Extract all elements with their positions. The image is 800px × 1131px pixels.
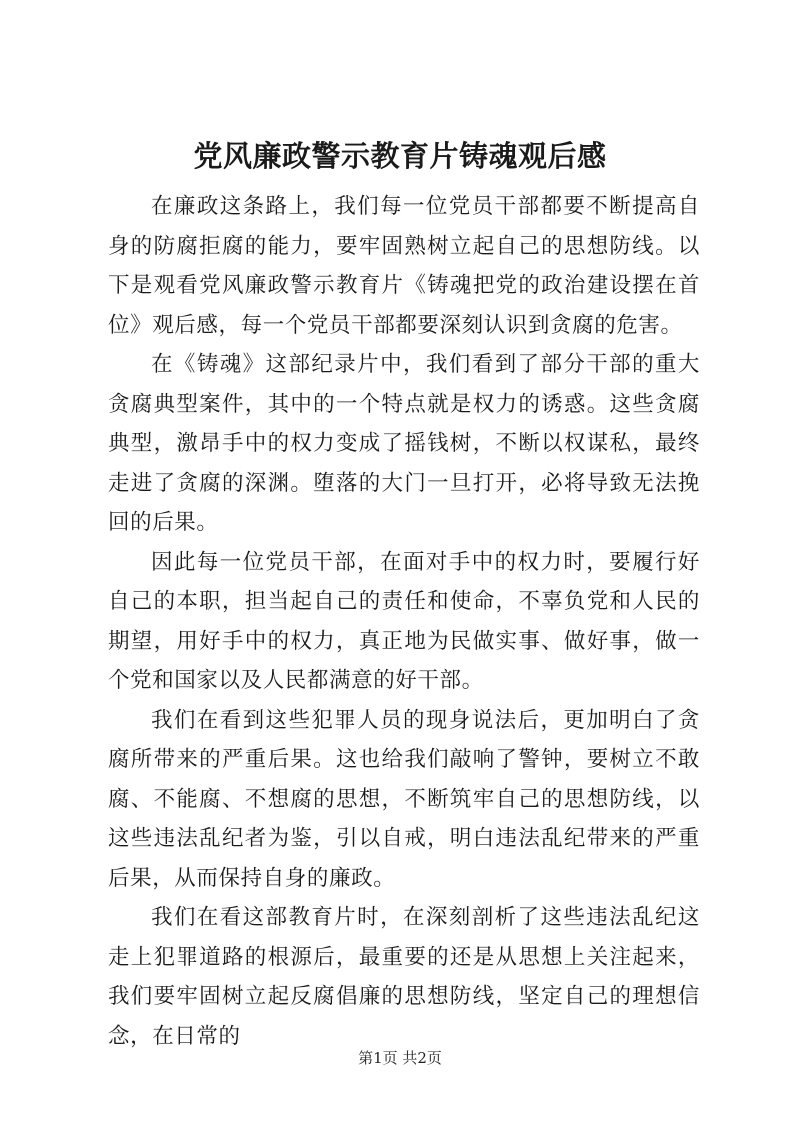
- paragraph-3: 因此每一位党员干部，在面对手中的权力时，要履行好自己的本职，担当起自己的责任和使命，不辜负党和人民的期望，用好手中的权力，真正地为民做实事、做好事，做一个党和国家以及人民都满意的好干部。: [108, 549, 700, 693]
- paragraph-2: 在《铸魂》这部纪录片中，我们看到了部分干部的重大贪腐典型案件，其中的一个特点就是权力的诱惑。这些贪腐典型，激昂手中的权力变成了摇钱树，不断以权谋私，最终走进了贪腐的深渊。堕落的大门一旦打开，必将导致无法挽回的后果。: [108, 352, 700, 535]
- paragraph-1: 在廉政这条路上，我们每一位党员干部都要不断提高自身的防腐拒腐的能力，要牢固熟树立起自己的思想防线。以下是观看党风廉政警示教育片《铸魂把党的政治建设摆在首位》观后感，每一个党员干部都要深刻认识到贪腐的危害。: [108, 194, 700, 338]
- document-title: 党风廉政警示教育片铸魂观后感: [193, 139, 607, 173]
- paragraph-5: 我们在看这部教育片时，在深刻剖析了这些违法乱纪这走上犯罪道路的根源后，最重要的还是从思想上关注起来，我们要牢固树立起反腐倡廉的思想防线，坚定自己的理想信念，在日常的: [108, 905, 700, 1049]
- page-footer: 第1页 共2页: [358, 1049, 442, 1067]
- document-body: [108, 187, 700, 1056]
- paragraph-4: 我们在看到这些犯罪人员的现身说法后，更加明白了贪腐所带来的严重后果。这也给我们敲响了警钟，要树立不敢腐、不能腐、不想腐的思想，不断筑牢自己的思想防线，以这些违法乱纪者为鉴，引以自戒，明白违法乱纪带来的严重后果，从而保持自身的廉政。: [108, 707, 700, 891]
